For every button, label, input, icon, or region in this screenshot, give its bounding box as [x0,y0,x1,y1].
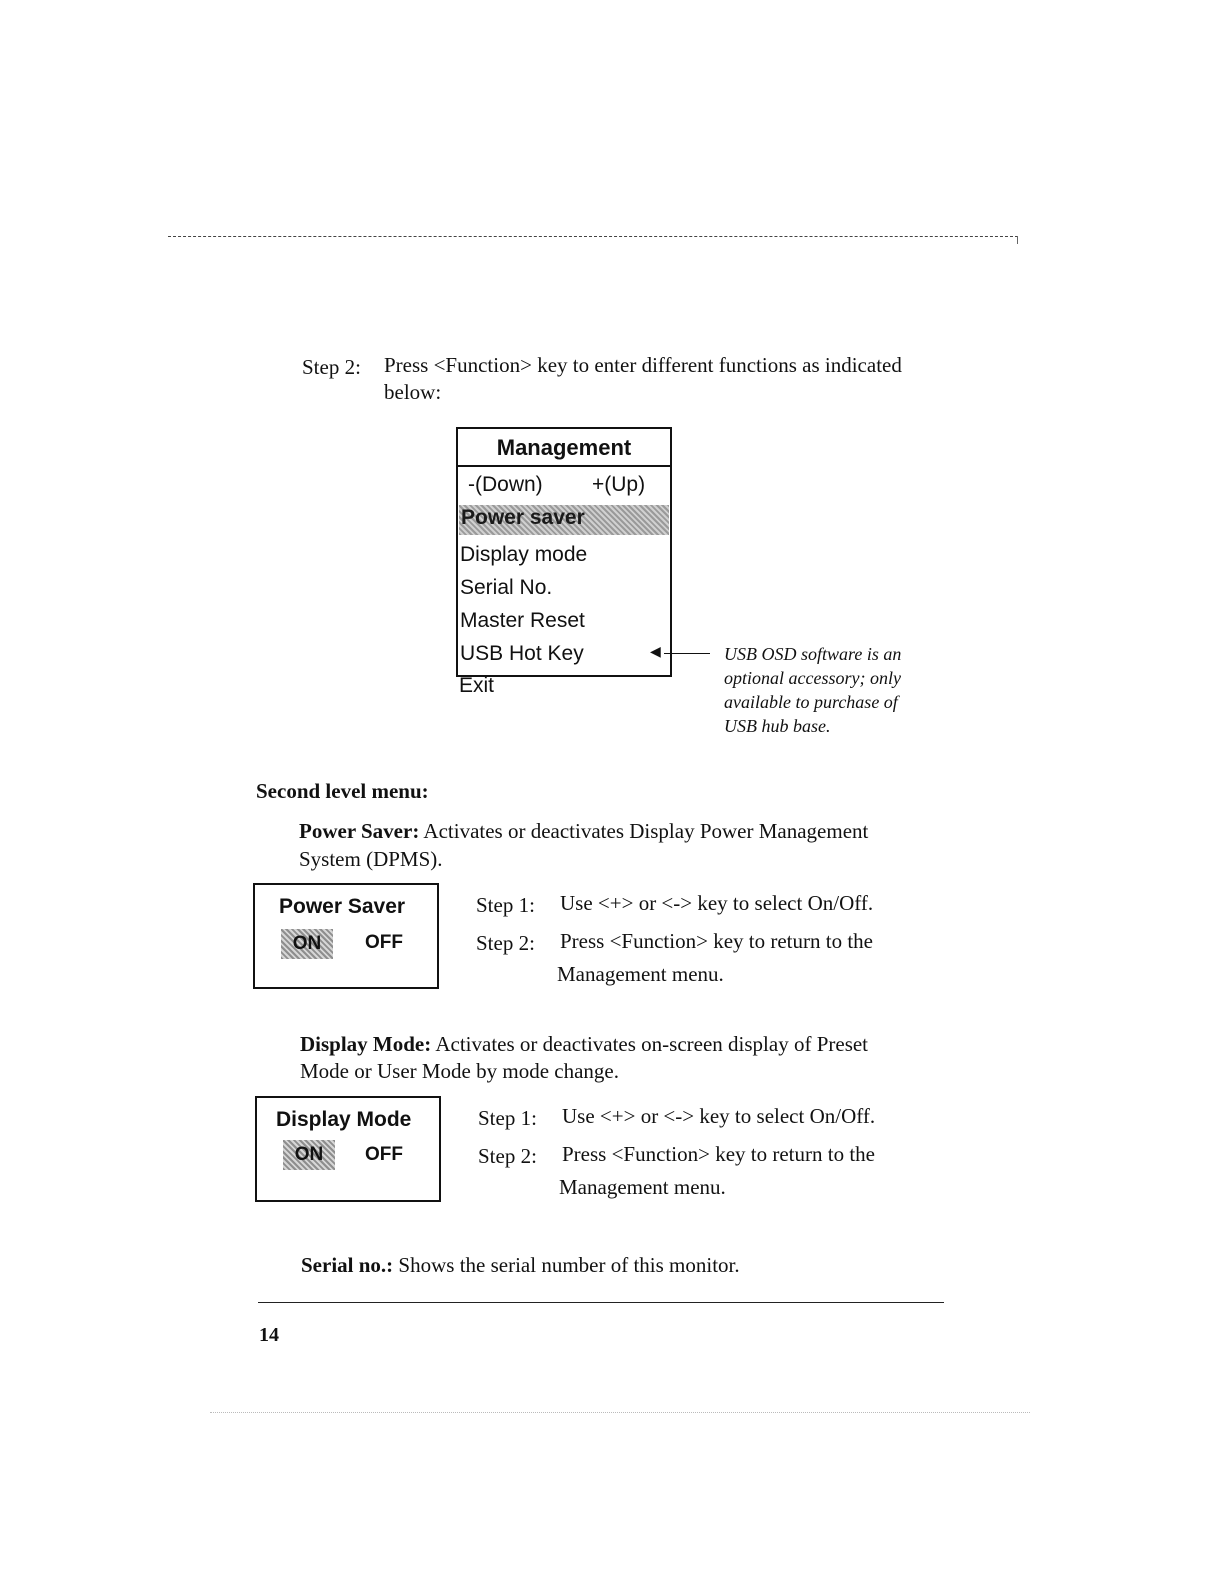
management-menu [456,427,672,677]
power-saver-step2-label: Step 2: [476,931,535,955]
menu-item-display-mode[interactable]: Display mode [460,543,588,566]
menu-item-usb-hot-key[interactable]: USB Hot Key [460,642,584,665]
intro-step-label: Step 2: [302,355,361,379]
menu-item-serial-no[interactable]: Serial No. [460,576,553,599]
display-mode-step1-text: Use <+> or <-> key to select On/Off. [562,1104,876,1128]
menu-item-master-reset[interactable]: Master Reset [460,609,585,632]
display-mode-desc: Activates or deactivates on-screen display of Preset [435,1032,869,1056]
display-mode-term: Display Mode: [300,1032,432,1056]
nav-up-label: +(Up) [592,473,646,496]
menu-item-power-saver[interactable] [459,505,669,535]
power-saver-term: Power Saver: [299,819,420,843]
arrow-left-icon: ◀ [650,645,661,660]
display-mode-off-option[interactable]: OFF [365,1144,403,1165]
top-scan-rule [168,236,1018,237]
power-saver-step2-text-line1: Press <Function> key to return to the [560,929,873,953]
usb-note-line1: USB OSD software is an [724,644,902,664]
serial-no-line [301,1252,740,1278]
display-mode-step2-text-line1: Press <Function> key to return to the [562,1142,875,1166]
footer-rule [258,1302,944,1303]
nav-down-label: -(Down) [468,473,543,496]
usb-note [724,642,944,738]
display-mode-desc-line2: Mode or User Mode by mode change. [300,1059,619,1083]
power-saver-osd [253,883,439,989]
power-saver-step1-text: Use <+> or <-> key to select On/Off. [560,891,874,915]
display-mode-step1-label: Step 1: [478,1106,537,1130]
display-mode-osd [255,1096,441,1202]
usb-note-line3: available to purchase of [724,692,898,712]
usb-note-line2: optional accessory; only [724,668,901,688]
menu-item-label: Power saver [461,506,585,529]
power-saver-on-option[interactable]: ON [281,929,333,959]
usb-note-line4: USB hub base. [724,716,831,736]
power-saver-step2-text-line2: Management menu. [557,962,724,986]
display-mode-on-option[interactable]: ON [283,1140,335,1170]
menu-item-exit[interactable]: Exit [459,674,495,697]
usb-note-arrow-line [664,653,710,654]
power-saver-desc-line2: System (DPMS). [299,847,443,871]
serial-no-term: Serial no.: [301,1253,394,1277]
page-number: 14 [259,1324,279,1346]
display-mode-desc-line1 [300,1031,868,1057]
intro-text-line2: below: [384,380,442,404]
serial-no-desc: Shows the serial number of this monitor. [398,1253,740,1277]
power-saver-step1-label: Step 1: [476,893,535,917]
display-mode-osd-title: Display Mode [276,1108,412,1131]
intro-text-line1: Press <Function> key to enter different functions as indicated [384,353,902,377]
power-saver-off-option[interactable]: OFF [365,932,403,953]
power-saver-desc: Activates or deactivates Display Power Management [423,819,869,843]
second-level-heading: Second level menu: [256,779,429,803]
display-mode-step2-text-line2: Management menu. [559,1175,726,1199]
bottom-scan-dots [210,1412,1030,1413]
top-rule-tick [1017,236,1018,244]
power-saver-osd-title: Power Saver [279,895,406,918]
display-mode-step2-label: Step 2: [478,1144,537,1168]
management-menu-title: Management [458,429,670,467]
power-saver-desc-line1 [299,818,868,844]
